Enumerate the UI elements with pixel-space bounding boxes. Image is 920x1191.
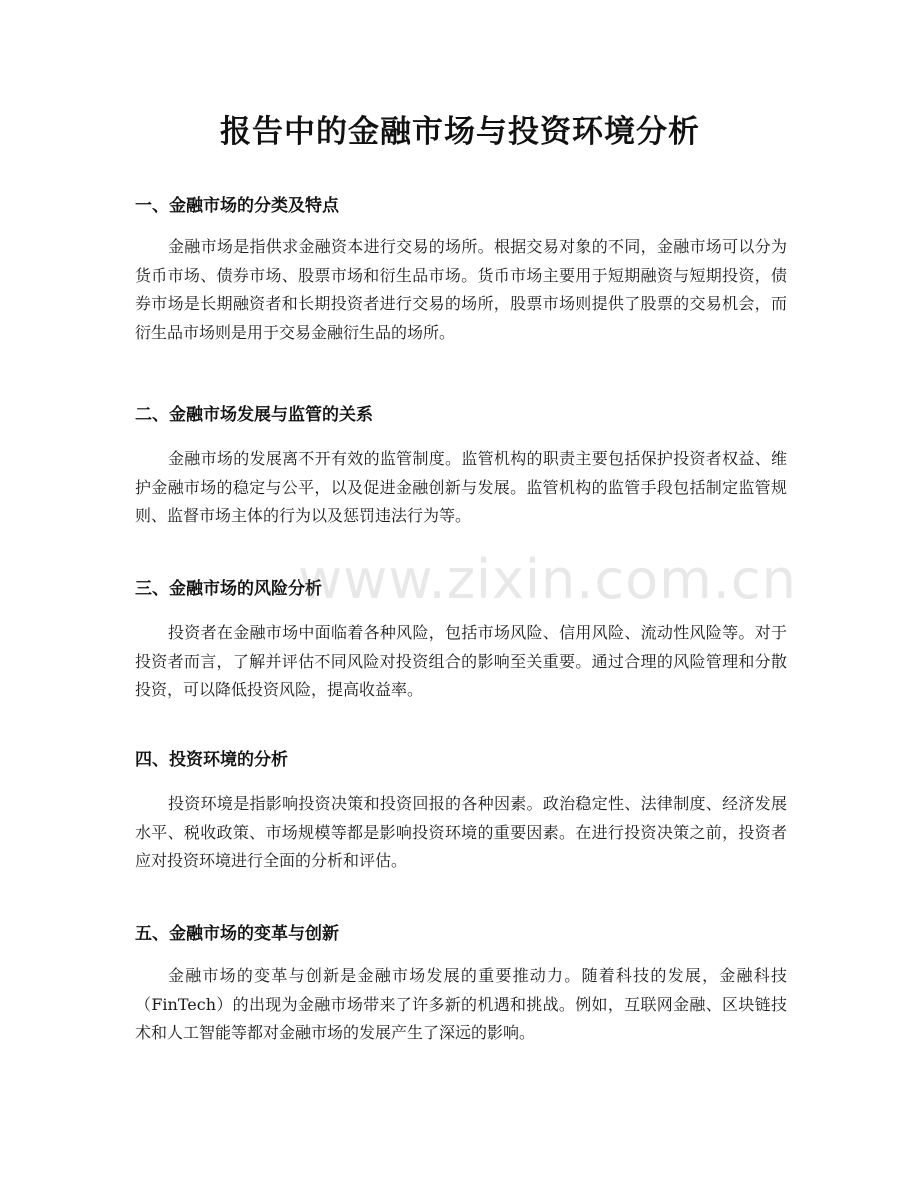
section-body-3: 投资者在金融市场中面临着各种风险，包括市场风险、信用风险、流动性风险等。对于投资者而言，了解并评估不同风险对投资组合的影响至关重要。通过合理的风险管理和分散投资，可以降低投资风险，提高收益率。 — [135, 623, 787, 699]
section-heading-1: 一、金融市场的分类及特点 — [135, 196, 339, 216]
section-heading-2: 二、金融市场发展与监管的关系 — [135, 405, 373, 425]
watermark: www.zixin.com.cn — [298, 548, 797, 611]
section-body-2: 金融市场的发展离不开有效的监管制度。监管机构的职责主要包括保护投资者权益、维护金融市场的稳定与公平，以及促进金融创新与发展。监管机构的监管手段包括制定监管规则、监督市场主体的行为以及惩罚违法行为等。 — [135, 449, 787, 525]
section-body-5: 金融市场的变革与创新是金融市场发展的重要推动力。随着科技的发展，金融科技（FinTech）的出现为金融市场带来了许多新的机遇和挑战。例如，互联网金融、区块链技术和人工智能等都对金融市场的发展产生了深远的影响。 — [135, 966, 787, 1042]
section-body-4: 投资环境是指影响投资决策和投资回报的各种因素。政治稳定性、法律制度、经济发展水平、税收政策、市场规模等都是影响投资环境的重要因素。在进行投资决策之前，投资者应对投资环境进行全面的分析和评估。 — [135, 794, 787, 870]
page-title: 报告中的金融市场与投资环境分析 — [220, 114, 700, 150]
section-heading-3: 三、金融市场的风险分析 — [135, 579, 322, 599]
section-heading-4: 四、投资环境的分析 — [135, 750, 288, 770]
section-heading-5: 五、金融市场的变革与创新 — [135, 924, 339, 944]
section-body-1: 金融市场是指供求金融资本进行交易的场所。根据交易对象的不同，金融市场可以分为货币市场、债券市场、股票市场和衍生品市场。货币市场主要用于短期融资与短期投资，债券市场是长期融资者和长期投资者进行交易的场所，股票市场则提供了股票的交易机会，而衍生品市场则是用于交易金融衍生品的场所。 — [135, 237, 787, 342]
